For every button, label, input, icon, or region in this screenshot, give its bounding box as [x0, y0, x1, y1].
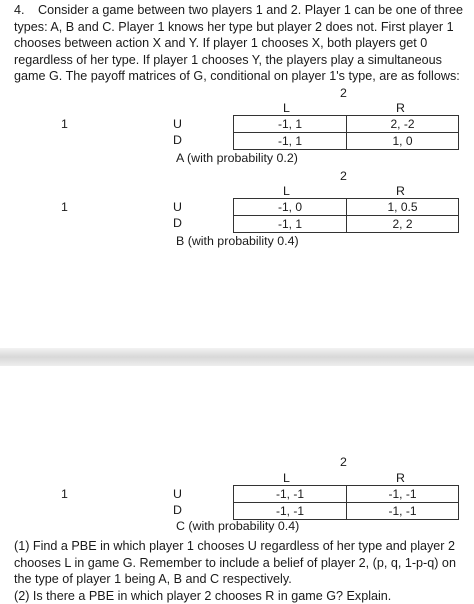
matrix-caption: B (with probability 0.4): [176, 234, 299, 248]
page-separator: [0, 348, 474, 366]
column-label-r: R: [396, 471, 405, 485]
payoff-cell: -1, 1: [234, 116, 347, 133]
table-row: [234, 133, 459, 150]
payoff-cell: -1, -1: [234, 503, 347, 520]
column-player-label: 2: [340, 86, 347, 100]
payoff-cell: -1, 0: [234, 199, 347, 216]
payoff-cell: -1, -1: [234, 486, 347, 503]
row-label-d: D: [173, 133, 182, 147]
row-label-d: D: [173, 503, 182, 517]
row-player-label: 1: [61, 200, 68, 214]
payoff-table: [233, 198, 459, 233]
payoff-cell: 1, 0: [347, 133, 459, 150]
question-list: [14, 538, 466, 604]
matrix-caption: C (with probability 0.4): [176, 519, 300, 533]
payoff-cell: -1, -1: [347, 503, 459, 520]
table-row: [234, 486, 459, 503]
table-row: [234, 216, 459, 233]
column-player-label: 2: [340, 455, 347, 469]
payoff-cell: 1, 0.5: [347, 199, 459, 216]
row-player-label: 1: [61, 487, 68, 501]
problem-number: 4.: [14, 3, 25, 17]
row-label-u: U: [173, 117, 182, 131]
row-label-d: D: [173, 216, 182, 230]
column-label-l: L: [283, 184, 290, 198]
table-row: [234, 503, 459, 520]
column-label-l: L: [283, 471, 290, 485]
question-2: (2) Is there a PBE in which player 2 chooses R in game G? Explain.: [14, 588, 392, 603]
payoff-table: [233, 115, 459, 150]
question-1: (1) Find a PBE in which player 1 chooses U regardless of her type and player 2 chooses L in game G. Remember to include a belief of player 2, (p, q, 1-p-q) on the type of player 1 being A, B and C respectively.: [14, 539, 456, 587]
payoff-cell: -1, 1: [234, 216, 347, 233]
payoff-cell: -1, -1: [347, 486, 459, 503]
problem-intro: Consider a game between two players 1 and 2. Player 1 can be one of three types: A, B and C. Player 1 knows her type but player 2 does not. First player 1 chooses between action X and Y. If player 1 chooses X, both players get 0 regardless of her type. If player 1 chooses Y, the players play a simultaneous game G. The payoff matrices of G, conditional on player 1's type, are as follows:: [14, 3, 463, 84]
matrix-caption: A (with probability 0.2): [176, 151, 298, 165]
column-player-label: 2: [340, 169, 347, 183]
payoff-cell: 2, 2: [347, 216, 459, 233]
row-label-u: U: [173, 200, 182, 214]
table-row: [234, 116, 459, 133]
payoff-cell: 2, -2: [347, 116, 459, 133]
column-label-r: R: [396, 184, 405, 198]
payoff-table: [233, 485, 459, 520]
row-player-label: 1: [61, 117, 68, 131]
column-label-r: R: [396, 101, 405, 115]
row-label-u: U: [173, 487, 182, 501]
column-label-l: L: [283, 101, 290, 115]
table-row: [234, 199, 459, 216]
payoff-cell: -1, 1: [234, 133, 347, 150]
